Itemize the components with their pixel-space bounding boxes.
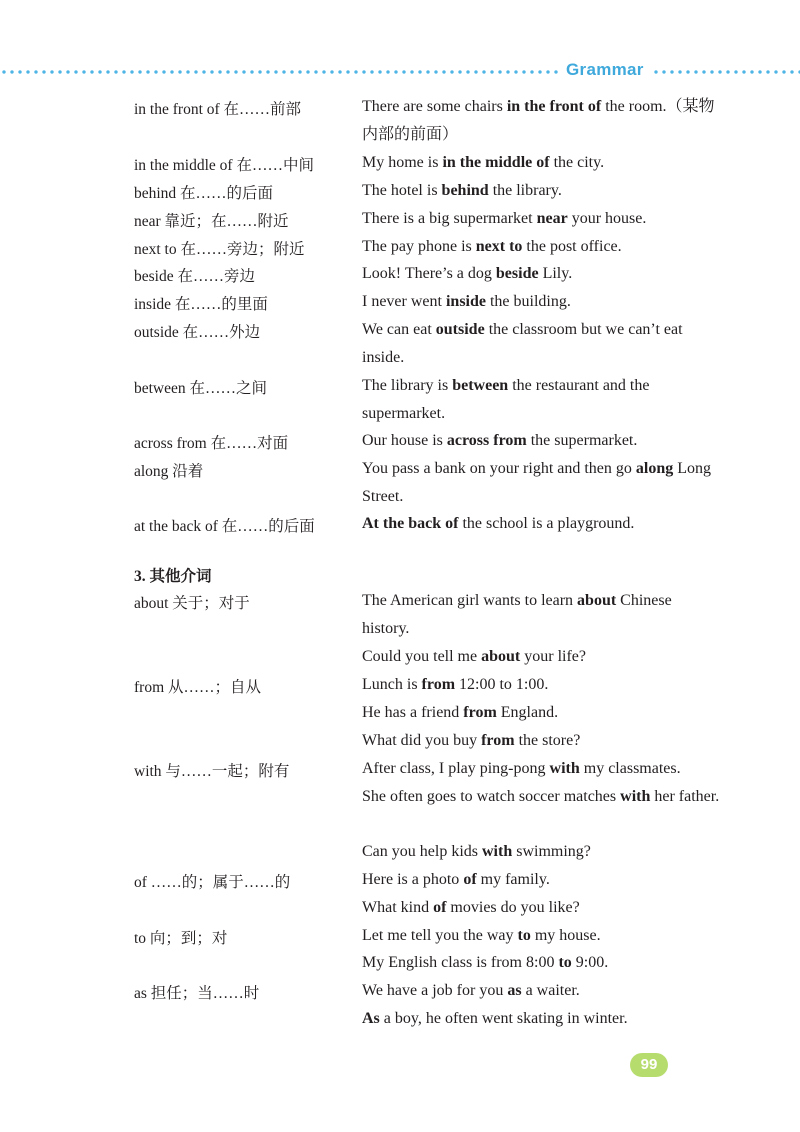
preposition-term: between 在……之间	[134, 380, 268, 397]
sentence-text: Lunch is	[362, 676, 422, 693]
example-sentence	[362, 866, 722, 894]
highlighted-preposition: behind	[441, 182, 489, 199]
sentence-text: movies do you like?	[446, 899, 580, 916]
sentence-text: Chinese history.	[362, 592, 672, 637]
sentence-text: 9:00.	[571, 954, 609, 971]
sentence-text: the store?	[514, 732, 581, 749]
example-sentence	[362, 1005, 722, 1033]
sentence-text: the city.	[549, 154, 605, 171]
preposition-term: behind 在……的后面	[134, 185, 274, 202]
example-sentence	[362, 977, 722, 1005]
highlighted-preposition: inside	[445, 293, 486, 310]
highlighted-preposition: next to	[475, 238, 523, 255]
sentence-text: 12:00 to 1:00.	[455, 676, 549, 693]
example-sentence	[362, 93, 722, 149]
example-sentence	[362, 316, 722, 372]
sentence-text: You pass a bank on your right and then go	[362, 460, 636, 477]
sentence-text: the room.（某物内部的前面）	[362, 98, 715, 143]
example-sentence	[362, 922, 722, 950]
highlighted-preposition: between	[452, 377, 509, 394]
highlighted-preposition: At the back of	[362, 515, 459, 532]
preposition-term: in the front of 在……前部	[134, 101, 302, 118]
sentence-text: swimming?	[512, 843, 591, 860]
preposition-term: at the back of 在……的后面	[134, 518, 315, 535]
sentence-text: the supermarket.	[526, 432, 638, 449]
sentence-text: my family.	[476, 871, 550, 888]
sentence-text: my house.	[530, 927, 601, 944]
sentence-text: What did you buy	[362, 732, 482, 749]
sentence-text: her father.	[650, 788, 720, 805]
page-number: 99	[630, 1053, 668, 1077]
sentence-text: a waiter.	[521, 982, 580, 999]
highlighted-preposition: from	[421, 676, 456, 693]
example-sentence	[362, 233, 722, 261]
sentence-text: Long Street.	[362, 460, 712, 505]
preposition-term: as 担任；当……时	[134, 985, 260, 1002]
sentence-text: My home is	[362, 154, 443, 171]
sentence-text: the post office.	[522, 238, 622, 255]
preposition-term: from 从……；自从	[134, 679, 262, 696]
preposition-term: along 沿着	[134, 463, 204, 480]
example-sentence	[362, 177, 722, 205]
highlighted-preposition: outside	[435, 321, 485, 338]
sentence-text: The American girl wants to learn	[362, 592, 578, 609]
highlighted-preposition: beside	[495, 265, 539, 282]
sentence-text: Let me tell you the way	[362, 927, 518, 944]
sentence-text: Lily.	[538, 265, 573, 282]
sentence-text: My English class is from 8:00	[362, 954, 559, 971]
highlighted-preposition: near	[536, 210, 568, 227]
example-sentence	[362, 643, 722, 671]
highlighted-preposition: with	[549, 760, 580, 777]
example-sentence	[362, 949, 722, 977]
sentence-text: a boy, he often went skating in winter.	[379, 1010, 628, 1027]
preposition-term: near 靠近；在……附近	[134, 213, 289, 230]
highlighted-preposition: of	[433, 899, 447, 916]
example-sentence	[362, 671, 722, 699]
sentence-text: There is a big supermarket	[362, 210, 537, 227]
sentence-text: the library.	[488, 182, 562, 199]
example-sentence	[362, 783, 722, 811]
preposition-term: to 向；到；对	[134, 930, 228, 947]
sentence-text: He has a friend	[362, 704, 464, 721]
sentence-text: your life?	[520, 648, 586, 665]
preposition-term: of ……的；属于……的	[134, 874, 291, 891]
highlighted-preposition: As	[362, 1010, 380, 1027]
sentence-text: Can you help kids	[362, 843, 482, 860]
example-sentence	[362, 727, 722, 755]
preposition-term: inside 在……的里面	[134, 296, 268, 313]
highlighted-preposition: from	[463, 704, 497, 721]
highlighted-preposition: in the front of	[506, 98, 602, 115]
sentence-text: England.	[496, 704, 559, 721]
example-sentence	[362, 755, 722, 783]
example-sentence	[362, 205, 722, 233]
header-dots-left	[0, 70, 560, 74]
highlighted-preposition: with	[620, 788, 651, 805]
highlighted-preposition: in the middle of	[442, 154, 550, 171]
highlighted-preposition: from	[481, 732, 515, 749]
sentence-text: The pay phone is	[362, 238, 476, 255]
example-sentence	[362, 455, 722, 511]
sentence-text: my classmates.	[579, 760, 681, 777]
highlighted-preposition: across from	[446, 432, 527, 449]
example-sentence	[362, 427, 722, 455]
page-header	[0, 62, 800, 82]
sentence-text: the classroom but we can’t eat inside.	[362, 321, 683, 366]
highlighted-preposition: to	[517, 927, 531, 944]
sentence-text: Look! There’s a dog	[362, 265, 496, 282]
sentence-text: We can eat	[362, 321, 436, 338]
sentence-text: the restaurant and the supermarket.	[362, 377, 650, 422]
highlighted-preposition: with	[482, 843, 513, 860]
highlighted-preposition: along	[635, 460, 674, 477]
preposition-term: outside 在……外边	[134, 324, 261, 341]
sentence-text: Could you tell me	[362, 648, 482, 665]
example-sentence	[362, 260, 722, 288]
section-heading: 3. 其他介词	[134, 568, 212, 585]
sentence-text: the building.	[485, 293, 571, 310]
sentence-text: After class, I play ping-pong	[362, 760, 550, 777]
sentence-text: She often goes to watch soccer matches	[362, 788, 621, 805]
preposition-term: beside 在……旁边	[134, 268, 255, 285]
example-sentence	[362, 587, 722, 643]
sentence-text: the school is a playground.	[458, 515, 635, 532]
sentence-text: your house.	[567, 210, 647, 227]
header-dots-right	[652, 70, 800, 74]
example-sentence	[362, 510, 722, 538]
sentence-text: Our house is	[362, 432, 447, 449]
highlighted-preposition: about	[481, 648, 521, 665]
sentence-text: The hotel is	[362, 182, 442, 199]
preposition-term: next to 在……旁边；附近	[134, 241, 305, 258]
highlighted-preposition: to	[558, 954, 572, 971]
preposition-term: about 关于；对于	[134, 595, 250, 612]
example-sentence	[362, 838, 722, 866]
header-title: Grammar	[566, 60, 644, 79]
example-sentence	[362, 372, 722, 428]
highlighted-preposition: as	[507, 982, 522, 999]
example-sentence	[362, 149, 722, 177]
sentence-text: What kind	[362, 899, 434, 916]
sentence-text: Here is a photo	[362, 871, 464, 888]
highlighted-preposition: of	[463, 871, 477, 888]
preposition-term: across from 在……对面	[134, 435, 289, 452]
sentence-text: I never went	[362, 293, 446, 310]
sentence-text: We have a job for you	[362, 982, 508, 999]
example-sentence	[362, 699, 722, 727]
sentence-text: The library is	[362, 377, 453, 394]
example-sentence	[362, 894, 722, 922]
sentence-text: There are some chairs	[362, 98, 507, 115]
example-sentence	[362, 288, 722, 316]
preposition-term: in the middle of 在……中间	[134, 157, 314, 174]
preposition-term: with 与……一起；附有	[134, 763, 290, 780]
highlighted-preposition: about	[577, 592, 617, 609]
